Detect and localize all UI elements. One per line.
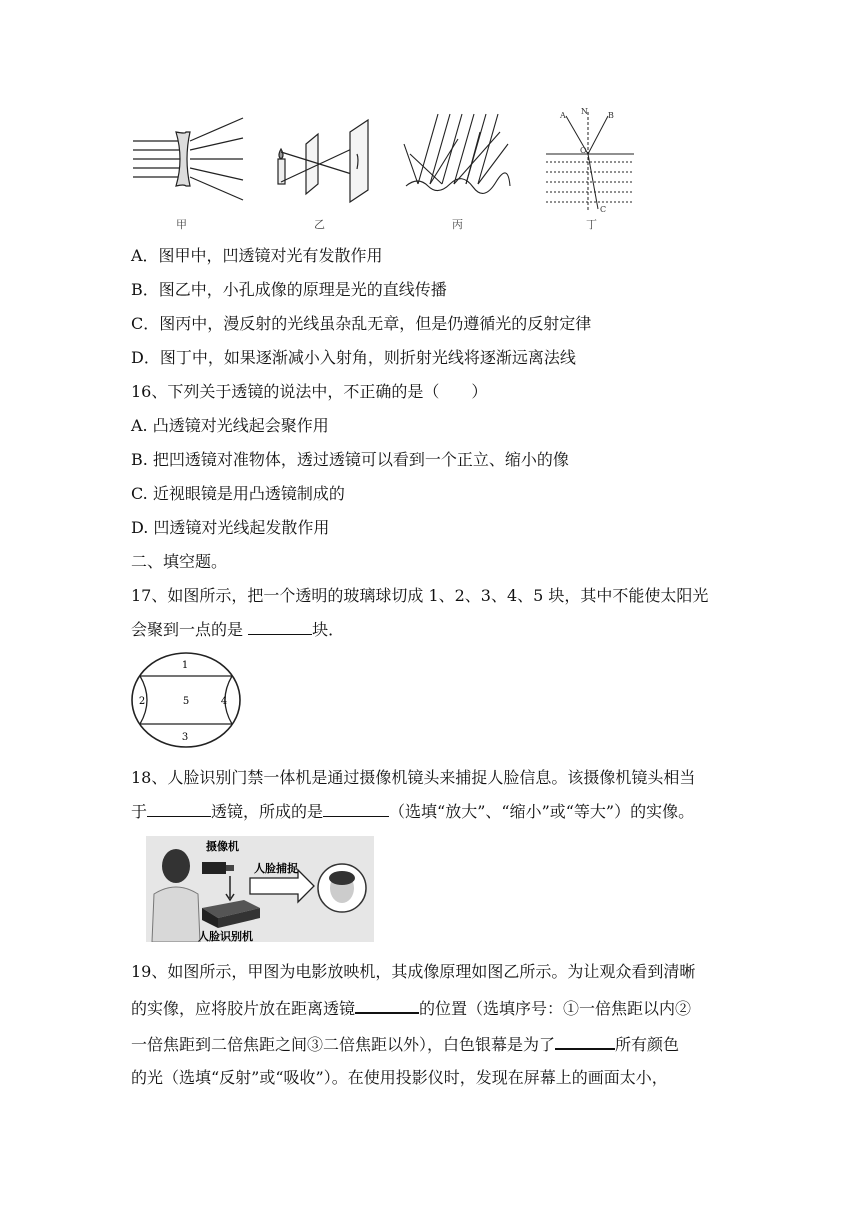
figure-bing xyxy=(404,114,510,193)
caption-bing: 丙 xyxy=(452,218,463,231)
person-head xyxy=(162,849,190,883)
person-body xyxy=(152,887,200,942)
q15-option-a: A．图甲中，凹透镜对光有发散作用 xyxy=(131,246,383,265)
q15-option-b: B．图乙中，小孔成像的原理是光的直线传播 xyxy=(131,280,447,299)
figure-ding xyxy=(546,112,634,212)
q18-line-1: 18、人脸识别门禁一体机是通过摄像机镜头来捕捉人脸信息。该摄像机镜头相当 xyxy=(131,768,696,787)
q18-text-b: 透镜，所成的是 xyxy=(211,802,324,821)
ding-label-n: N xyxy=(581,107,588,116)
label-camera: 摄像机 xyxy=(206,840,239,853)
q19-line-1: 19、如图所示，甲图为电影放映机，其成像原理如图乙所示。为让观众看到清晰 xyxy=(131,962,696,981)
q17-text-post: 块． xyxy=(312,620,345,639)
ding-label-o: O xyxy=(580,146,587,155)
piece-label-4: 4 xyxy=(220,696,228,707)
q19-line-4: 的光（选填“反射”或“吸收”）。在使用投影仪时，发现在屏幕上的画面太小， xyxy=(131,1068,668,1087)
figure-yi xyxy=(278,120,368,202)
q15-option-d: D．图丁中，如果逐渐减小入射角，则折射光线将逐渐远离法线 xyxy=(131,348,576,367)
optics-figures xyxy=(128,104,648,234)
q16-option-c: C. 近视眼镜是用凸透镜制成的 xyxy=(131,484,345,503)
q17-line-2 xyxy=(131,620,344,640)
piece-label-5: 5 xyxy=(182,696,190,707)
ding-label-b: B xyxy=(608,111,614,120)
q18-answer-blank-2[interactable] xyxy=(323,802,389,817)
q16-option-d: D. 凹透镜对光线起发散作用 xyxy=(131,518,330,537)
section-title: 二、填空题。 xyxy=(131,552,228,571)
q19-text-2b: 的位置（选填序号：①一倍焦距以内② xyxy=(419,999,692,1018)
glass-ball-figure xyxy=(128,650,248,750)
q18-text-a: 于 xyxy=(131,802,148,821)
q19-text-2a: 的实像，应将胶片放在距离透镜 xyxy=(131,999,356,1018)
q19-line-2 xyxy=(131,998,691,1019)
q19-line-3 xyxy=(131,1034,679,1055)
q18-line-2 xyxy=(131,802,694,822)
caption-jia: 甲 xyxy=(176,218,187,231)
q16-stem: 16、下列关于透镜的说法中，不正确的是（ ） xyxy=(131,382,488,401)
ding-label-a: A xyxy=(560,111,566,120)
q17-answer-blank[interactable] xyxy=(248,620,312,635)
piece-label-2: 2 xyxy=(138,696,146,707)
q19-answer-blank-1[interactable] xyxy=(355,998,419,1014)
q19-answer-blank-2[interactable] xyxy=(555,1034,615,1050)
q16-option-b: B. 把凹透镜对准物体，透过透镜可以看到一个正立、缩小的像 xyxy=(131,450,569,469)
camera-icon xyxy=(202,862,226,874)
piece-label-3: 3 xyxy=(181,732,189,743)
q17-text-pre: 会聚到一点的是 xyxy=(131,620,249,639)
q19-text-3b: 所有颜色 xyxy=(615,1035,680,1054)
q19-text-3a: 一倍焦距到二倍焦距之间③二倍焦距以外），白色银幕是为了 xyxy=(131,1035,556,1054)
q16-option-a: A. 凸透镜对光线起会聚作用 xyxy=(131,416,329,435)
q15-option-c: C．图丙中，漫反射的光线虽杂乱无章，但是仍遵循光的反射定律 xyxy=(131,314,592,333)
caption-ding: 丁 xyxy=(586,218,597,231)
piece-label-1: 1 xyxy=(181,660,189,671)
face-recognition-photo xyxy=(146,836,374,942)
ding-label-c: C xyxy=(600,205,607,214)
q18-text-c: （选填“放大”、“缩小”或“等大”）的实像。 xyxy=(389,802,695,821)
q17-line-1: 17、如图所示，把一个透明的玻璃球切成 1、2、3、4、5 块，其中不能使太阳光 xyxy=(131,586,709,605)
caption-yi: 乙 xyxy=(314,218,325,231)
figure-jia xyxy=(133,118,243,200)
q18-answer-blank-1[interactable] xyxy=(147,802,211,817)
label-machine: 人脸识别机 xyxy=(198,930,253,942)
label-capture: 人脸捕捉 xyxy=(254,862,298,875)
